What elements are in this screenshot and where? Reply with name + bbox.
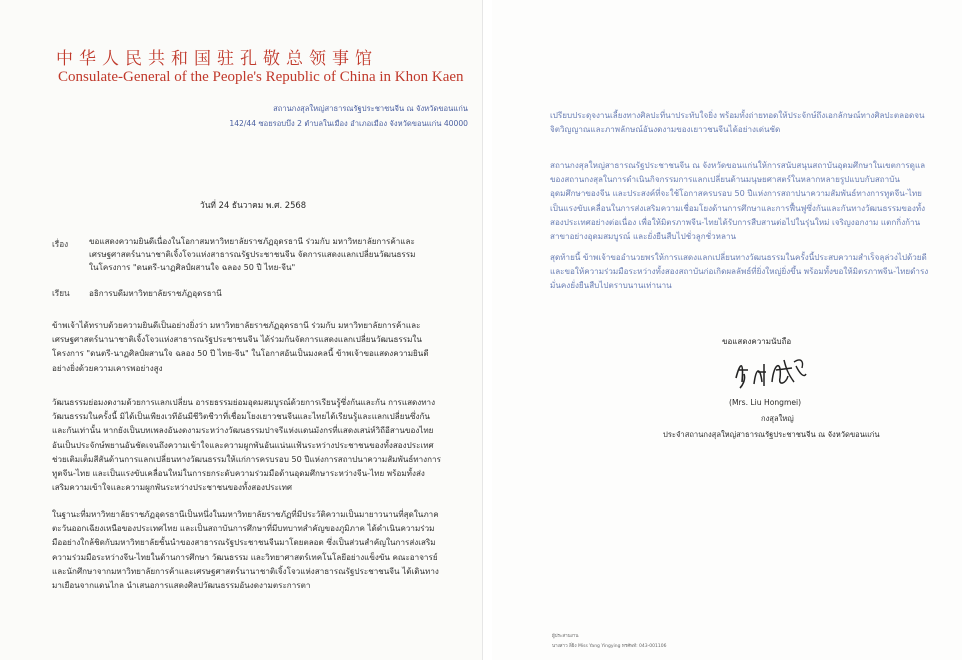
body-paragraph-3: ในฐานะที่มหาวิทยาลัยราชภัฏอุดรธานีเป็นหนึ่งในมหาวิทยาลัยราชภัฏที่มีประวัติความเป็นมายาวนานที่สุดในภาคตะวันออกเฉียงเหนือของประเทศไทย และเป็นสถาบันการศึกษาที่มีบทบาทสำคัญของภูมิภาค ได้ดำเนินความร่วมมืออย่างใกล้ชิดกับมหาวิทยาลัยชั้นนำของสาธารณรัฐประชาชนจีนมาโดยตลอด ซึ่งเป็นส่วนสำคัญในการส่งเสริมความร่วมมือระหว่างจีน-ไทยในด้านการศึกษา วัฒนธรรม และวิทยาศาสตร์เทคโนโลยีอย่างแข็งขัน คณะอาจารย์และนักศึกษาจากมหาวิทยาลัยการค้าและเศรษฐศาสตร์นานาชาติเจิ้งโจวแห่งสาธารณรัฐประชาชนจีน ได้เดินทางมาเยือนจากแดนไกล นำเสนอการแสดงศิลปวัฒนธรรมอันงดงามตระการตา [52,509,439,591]
consulate-header-chinese: 中华人民共和国驻孔敬总领事馆 [56,49,378,69]
address-line-1: สถานกงสุลใหญ่สาธารณรัฐประชาชนจีน ณ จังหวัดขอนแก่น [273,104,468,113]
consulate-header-english: Consulate-General of the People's Republic of China in Khon Kaen [58,69,464,85]
continuation-paragraph-1: เปรียบประดุจงานเลี้ยงทางศิลปะที่นาประทับใจยิ่ง พร้อมทั้งถ่ายทอดให้ประจักษ์ถึงเอกลักษณ์ทางศิลปะตลอดจนจิตวิญญาณและภาพลักษณ์อันงดงามของเยาวชนจีนได้อย่างเด่นชัด [550,110,925,135]
subject-text: ขอแสดงความยินดีเนื่องในโอกาสมหาวิทยาลัยราชภัฏอุดรธานี ร่วมกับ มหาวิทยาลัยการค้าและเศรษฐศาสตร์นานาชาติเจิ้งโจวแห่งสาธารณรัฐประชาชนจีน จัดการแสดงแลกเปลี่ยนวัฒนธรรมในโครงการ "ดนตรี-นาฏศิลป์ผสานใจ ฉลอง 50 ปี ไทย-จีน" [89,236,416,273]
continuation-paragraph-2: สถานกงสุลใหญ่สาธารณรัฐประชาชนจีน ณ จังหวัดขอนแก่นให้การสนับสนุนสถาบันอุดมศึกษาในเขตการดูแลของสถานกงสุลในการดำเนินกิจกรรมการแลกเปลี่ยนด้านมนุษยศาสตร์ในหลากหลายรูปแบบกับสถาบันอุดมศึกษาของจีน และประสงค์ที่จะใช้โอกาสครบรอบ 50 ปีแห่งการสถาปนาความสัมพันธ์ทางการทูตจีน-ไทย เป็นแรงขับเคลื่อนในการส่งเสริมความเชื่อมโยงด้านการศึกษาและการฟื้นฟูซึ่งกันและกันทางวัฒนธรรมของทั้งสองประเทศอย่างต่อเนื่อง เพื่อให้มิตรภาพจีน-ไทยได้รับการสืบสานต่อไปในรุ่นใหม่ เจริญงอกงาม แตกกิ่งก้านสาขาอย่างอุดมสมบูรณ์ และยั่งยืนสืบไปชั่วลูกชั่วหลาน [550,160,926,242]
letter-date: วันที่ 24 ธันวาคม พ.ศ. 2568 [200,200,307,210]
address-line-2: 142/44 ซอยรอบบึง 2 ตำบลในเมือง อำเภอเมือง จังหวัดขอนแก่น 40000 [229,119,468,128]
signatory-name: (Mrs. Liu Hongmei) [729,398,802,407]
body-paragraph-1: ข้าพเจ้าได้ทราบด้วยความยินดีเป็นอย่างยิ่งว่า มหาวิทยาลัยราชภัฏอุดรธานี ร่วมกับ มหาวิทยาลัยการค้าและเศรษฐศาสตร์นานาชาติเจิ้งโจวแห่งสาธารณรัฐประชาชนจีน ได้ร่วมกันจัดการแสดงแลกเปลี่ยนวัฒนธรรมในโครงการ "ดนตรี-นาฏศิลป์ผสานใจ ฉลอง 50 ปี ไทย-จีน" ในโอกาสอันเป็นมงคลนี้ ข้าพเจ้าขอแสดงความยินดีอย่างยิ่งด้วยความเคารพอย่างสูง [52,320,429,373]
continuation-paragraph-3: สุดท้ายนี้ ข้าพเจ้าขออำนวยพรให้การแสดงแลกเปลี่ยนทางวัฒนธรรมในครั้งนี้ประสบความสำเร็จลุล่วงไปด้วยดี และขอให้ความร่วมมือระหว่างทั้งสองสถาบันก่อเกิดผลลัพธ์ที่ยิ่งใหญ่ยิ่งขึ้น พร้อมทั้งขอให้มิตรภาพจีน-ไทยดำรงมั่นคงยั่งยืนสืบไปตราบนานเท่านาน [550,252,929,291]
footer-contact-info: นางสาว ลิ่ยิง Miss Yang Yingying ทรศัพท์: 043-001106 [552,644,667,649]
signatory-organization: ประจำสถานกงสุลใหญ่สาธารณรัฐประชาชนจีน ณ จังหวัดขอนแก่น [663,430,880,439]
recipient-text: อธิการบดีมหาวิทยาลัยราชภัฏอุดรธานี [89,288,222,298]
letter-page-right [492,0,962,660]
closing-salutation: ขอแสดงความนับถือ [722,337,792,346]
handwritten-signature [730,348,810,394]
recipient-label: เรียน [52,288,70,298]
footer-coordinator-label: ผู้ประสานงาน [552,634,579,639]
signatory-title: กงสุลใหญ่ [761,414,794,423]
body-paragraph-2: วัฒนธรรมย่อมงดงามด้วยการแลกเปลี่ยน อารยธรรมย่อมอุดมสมบูรณ์ด้วยการเรียนรู้ซึ่งกันและกัน การแสดงทางวัฒนธรรมในครั้งนี้ มิได้เป็นเพียงเวทีอันมีชีวิตชีวาที่เชื่อมโยงเยาวชนจีนและไทยได้เรียนรู้และแลกเปลี่ยนซึ่งกันและกันเท่านั้น หากยังเป็นบทเพลงอันงดงามระหว่างวัฒนธรรมปาจรีแห่งแดนมังกรที่แสดงเสน่ห์วิถีอีสานของไทย อันเป็นประจักษ์พยานอันชัดเจนถึงความเข้าใจและความผูกพันอันแน่นแฟ้นระหว่างประชาชนของทั้งสองประเทศ ช่วยเติมเต็มสีสันด้านการแลกเปลี่ยนทางวัฒนธรรมให้แก่การครบรอบ 50 ปีแห่งการสถาปนาความสัมพันธ์ทางการทูตจีน-ไทย และเป็นแรงขับเคลื่อนใหม่ในการยกระดับความร่วมมือด้านอุดมศึกษาระหว่างจีน-ไทย พร้อมทั้งส่งเสริมความเข้าใจและความผูกพันระหว่างประชาชนของทั้งสองประเทศ [52,397,441,493]
subject-label: เรื่อง [52,239,69,249]
